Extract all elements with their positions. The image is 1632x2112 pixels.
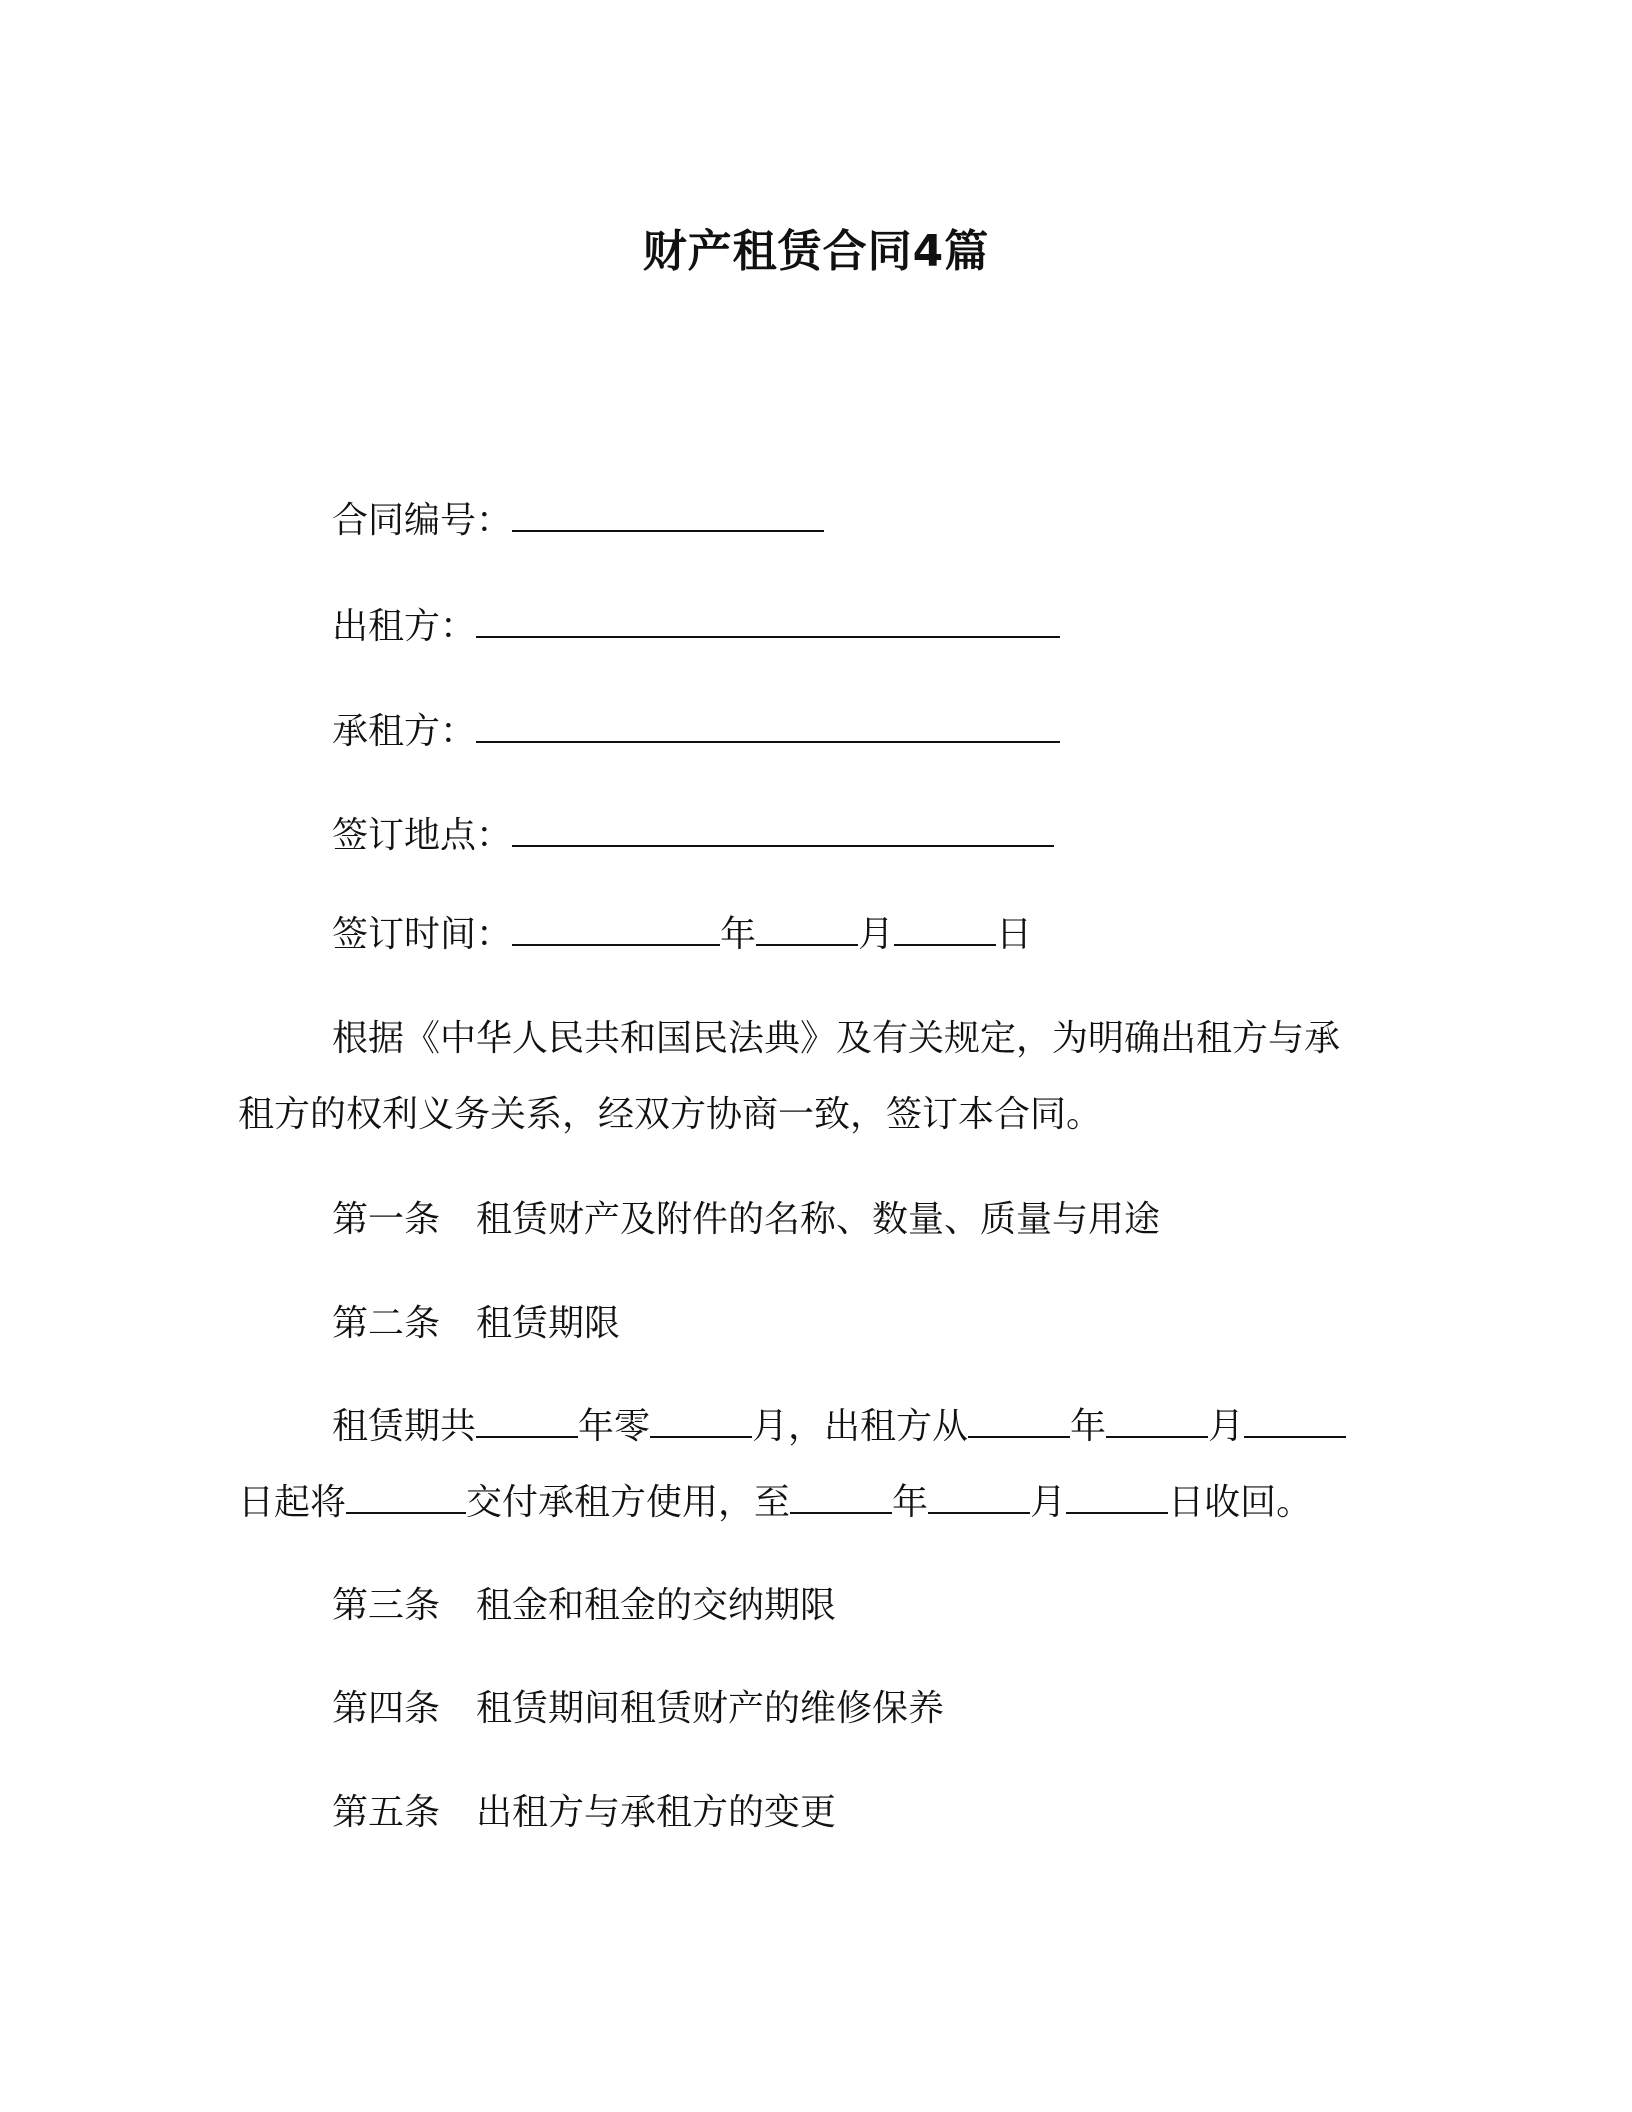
signing-time-line	[332, 911, 1032, 959]
start-year-blank	[968, 1406, 1070, 1438]
article-2	[332, 1300, 620, 1348]
term-text-6: 日起将	[238, 1482, 347, 1523]
signing-day-blank	[894, 914, 996, 946]
article-4-number: 第四条	[332, 1688, 441, 1729]
term-text-8: 年	[892, 1482, 929, 1523]
document-title: 财产租赁合同4篇	[642, 226, 990, 277]
article-2-number: 第二条	[332, 1303, 441, 1344]
term-text-1: 租赁期共	[332, 1406, 477, 1447]
article-1	[332, 1196, 1160, 1244]
signing-month-label: 月	[858, 914, 895, 955]
term-text-10: 日收回。	[1168, 1482, 1313, 1523]
signing-day-label: 日	[996, 914, 1033, 955]
signing-place-line	[332, 812, 1054, 860]
term-text-5: 月	[1208, 1406, 1245, 1447]
preamble-line-1: 根据《中华人民共和国民法典》及有关规定，为明确出租方与承	[332, 1018, 1341, 1059]
article-5-title: 出租方与承租方的变更	[476, 1792, 837, 1833]
signing-year-label: 年	[720, 914, 757, 955]
contract-number-label: 合同编号：	[332, 500, 513, 541]
article-4-title: 租赁期间租赁财产的维修保养	[476, 1688, 945, 1729]
signing-place-label: 签订地点：	[332, 815, 513, 856]
end-day-blank	[1066, 1482, 1168, 1514]
end-month-blank	[928, 1482, 1030, 1514]
term-years-blank	[476, 1406, 578, 1438]
term-text-2: 年零	[578, 1406, 651, 1447]
signing-place-blank	[512, 815, 1054, 847]
lessor-line	[332, 603, 1060, 651]
signing-month-blank	[756, 914, 858, 946]
article-1-title: 租赁财产及附件的名称、数量、质量与用途	[476, 1199, 1161, 1240]
term-text-9: 月	[1030, 1482, 1067, 1523]
signing-time-label: 签订时间：	[332, 914, 513, 955]
lessor-label: 出租方：	[332, 606, 477, 647]
term-text-7: 交付承租方使用，至	[466, 1482, 791, 1523]
article-1-number: 第一条	[332, 1199, 441, 1240]
article-3	[332, 1582, 836, 1630]
contract-number-blank	[512, 500, 824, 532]
preamble-line-2: 租方的权利义务关系，经双方协商一致，签订本合同。	[238, 1094, 1103, 1135]
lessor-blank	[476, 606, 1060, 638]
term-text-3: 月，出租方从	[752, 1406, 969, 1447]
contract-number-line	[332, 497, 824, 545]
article-4	[332, 1685, 944, 1733]
article-3-number: 第三条	[332, 1585, 441, 1626]
term-months-blank	[650, 1406, 752, 1438]
start-month-blank	[1106, 1406, 1208, 1438]
lessee-label: 承租方：	[332, 711, 477, 752]
lessee-blank	[476, 711, 1060, 743]
term-text-4: 年	[1070, 1406, 1107, 1447]
start-day-blank	[1244, 1406, 1346, 1438]
lessee-line	[332, 708, 1060, 756]
signing-year-blank	[512, 914, 720, 946]
term-line-2	[238, 1479, 1312, 1527]
term-line-1	[332, 1403, 1346, 1451]
article-2-title: 租赁期限	[476, 1303, 621, 1344]
article-5-number: 第五条	[332, 1792, 441, 1833]
property-blank	[346, 1482, 466, 1514]
article-5	[332, 1789, 836, 1837]
article-3-title: 租金和租金的交纳期限	[476, 1585, 837, 1626]
end-year-blank	[790, 1482, 892, 1514]
